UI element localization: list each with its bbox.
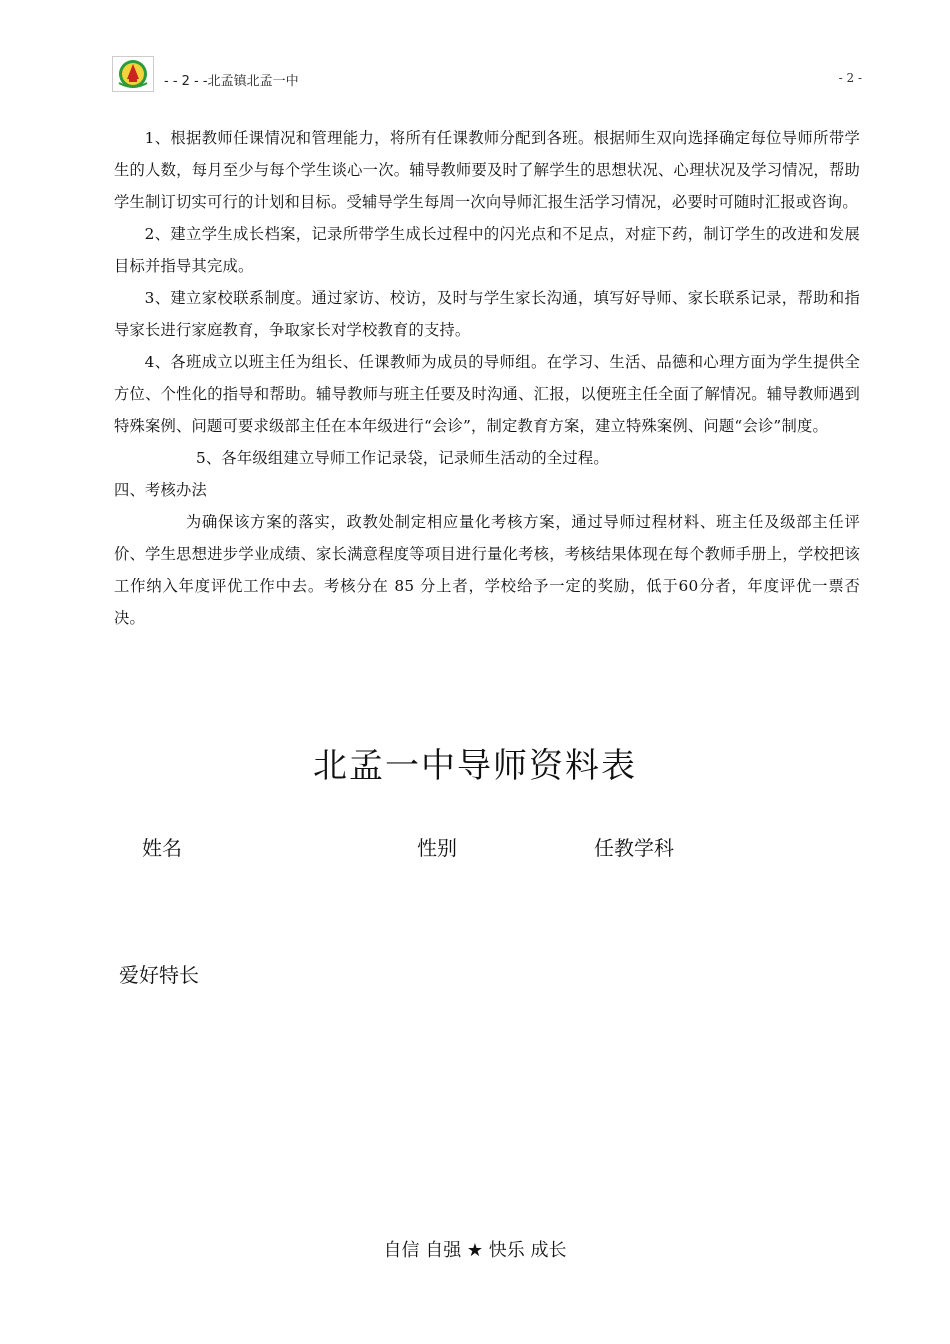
paragraph-1: 1、根据教师任课情况和管理能力，将所有任课教师分配到各班。根据师生双向选择确定每位导师所带学生的人数，每月至少与每个学生谈心一次。辅导教师要及时了解学生的思想状况、心理状况及学习情况，帮助学生制订切实可行的计划和目标。受辅导学生每周一次向导师汇报生活学习情况，必要时可随时汇报或咨询。 [114, 129, 860, 211]
document-body [114, 122, 860, 634]
paragraph-4: 4、各班成立以班主任为组长、任课教师为成员的导师组。在学习、生活、品德和心理方面为学生提供全方位、个性化的指导和帮助。辅导教师与班主任要及时沟通、汇报，以便班主任全面了解情况。辅导教师遇到特殊案例、问题可要求级部主任在本年级进行“会诊”，制定教育方案，建立特殊案例、问题“会诊”制度。 [114, 353, 860, 435]
page-header [112, 56, 862, 96]
form-title: 北孟一中导师资料表 [313, 746, 637, 786]
gender-label: 性别 [417, 836, 457, 860]
school-emblem-logo [112, 56, 154, 92]
subject-label: 任教学科 [594, 836, 674, 860]
footer-motto: 自信 自强 ★ 快乐 成长 [383, 1240, 567, 1261]
header-title: - - 2 - -北孟镇北孟一中 [164, 74, 299, 89]
emblem-icon [113, 57, 153, 91]
page-number: - 2 - [838, 71, 862, 85]
paragraph-assessment: 为确保该方案的落实，政教处制定相应量化考核方案，通过导师过程材料、班主任及级部主任评价、学生思想进步学业成绩、家长满意程度等项目进行量化考核，考核结果体现在每个教师手册上，学校把该工作纳入年度评优工作中去。考核分在 85 分上者，学校给予一定的奖励，低于60分者，年度评优一票否决。 [114, 513, 860, 627]
hobby-label: 爱好特长 [119, 963, 199, 987]
paragraph-3: 3、建立家校联系制度。通过家访、校访，及时与学生家长沟通，填写好导师、家长联系记录，帮助和指导家长进行家庭教育，争取家长对学校教育的支持。 [114, 289, 860, 339]
name-label: 姓名 [142, 836, 182, 860]
paragraph-2: 2、建立学生成长档案，记录所带学生成长过程中的闪光点和不足点，对症下药，制订学生的改进和发展目标并指导其完成。 [114, 225, 860, 275]
section-heading: 四、考核办法 [114, 481, 207, 499]
paragraph-5: 5、各年级组建立导师工作记录袋，记录师生活动的全过程。 [196, 449, 609, 467]
